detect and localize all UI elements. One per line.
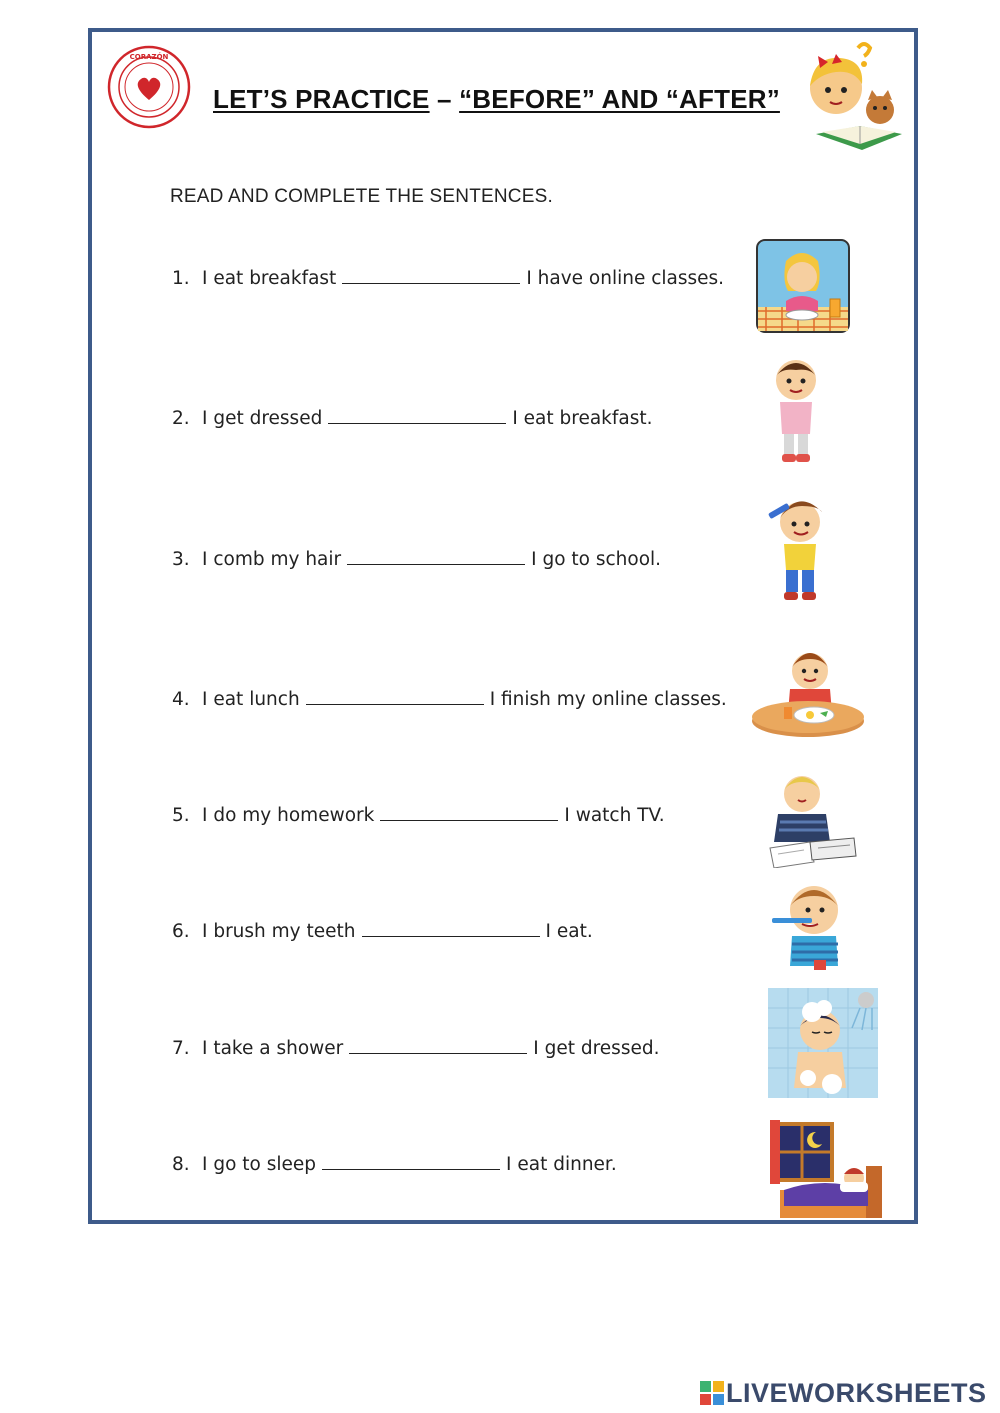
girl-reading-book-icon: [796, 38, 906, 164]
boy-showering-icon: [768, 988, 878, 1098]
answer-blank-5[interactable]: [380, 806, 558, 821]
answer-blank-6[interactable]: [362, 922, 540, 937]
sentence-6: [172, 921, 593, 942]
boy-doing-homework-icon: [764, 768, 860, 868]
girl-sleeping-icon: [770, 1120, 884, 1222]
title-part-2: “BEFORE” AND “AFTER”: [459, 84, 780, 114]
school-logo-icon: [107, 45, 191, 129]
answer-blank-1[interactable]: [342, 269, 520, 284]
sentence-second-part: I have online classes.: [526, 268, 725, 289]
sentence-number: 6.: [172, 921, 190, 942]
sentence-8: [172, 1154, 617, 1175]
sentence-first-part: I get dressed: [202, 408, 323, 429]
sentence-second-part: I finish my online classes.: [489, 689, 727, 710]
sentence-number: 7.: [172, 1038, 190, 1059]
title-separator: –: [429, 84, 460, 114]
answer-blank-7[interactable]: [349, 1039, 527, 1054]
instruction-text: READ AND COMPLETE THE SENTENCES.: [170, 186, 553, 207]
brand-text: LIVEWORKSHEETS: [726, 1377, 987, 1408]
sentence-number: 1.: [172, 268, 190, 289]
title-part-1: LET’S PRACTICE: [213, 84, 430, 114]
sentence-5: [172, 805, 665, 826]
liveworksheets-logo-icon: [700, 1381, 724, 1405]
sentence-number: 8.: [172, 1154, 190, 1175]
answer-blank-3[interactable]: [347, 550, 525, 565]
svg-text:CORAZÓN: CORAZÓN: [129, 53, 169, 61]
boy-combing-hair-icon: [764, 492, 832, 606]
sentence-3: [172, 549, 661, 570]
sentence-first-part: I eat breakfast: [202, 268, 337, 289]
sentence-second-part: I watch TV.: [564, 805, 665, 826]
girl-eating-breakfast-icon: [756, 239, 850, 333]
footer-brand: [700, 1378, 987, 1408]
sentence-7: [172, 1038, 659, 1059]
sentence-second-part: I eat dinner.: [506, 1154, 617, 1175]
sentence-number: 5.: [172, 805, 190, 826]
sentence-2: [172, 408, 653, 429]
sentence-second-part: I get dressed.: [533, 1038, 660, 1059]
boy-standing-icon: [764, 354, 828, 466]
sentence-1: [172, 268, 724, 289]
sentence-number: 3.: [172, 549, 190, 570]
sentence-number: 2.: [172, 408, 190, 429]
sentence-number: 4.: [172, 689, 190, 710]
sentence-first-part: I eat lunch: [202, 689, 300, 710]
sentence-second-part: I go to school.: [531, 549, 662, 570]
sentence-first-part: I go to sleep: [202, 1154, 317, 1175]
sentence-first-part: I comb my hair: [202, 549, 342, 570]
boy-brushing-teeth-icon: [768, 880, 852, 974]
answer-blank-2[interactable]: [328, 409, 506, 424]
sentence-4: [172, 689, 727, 710]
boy-eating-lunch-icon: [750, 645, 866, 745]
sentence-second-part: I eat breakfast.: [512, 408, 653, 429]
page-title: [213, 84, 813, 115]
sentence-first-part: I do my homework: [202, 805, 375, 826]
answer-blank-8[interactable]: [322, 1155, 500, 1170]
sentence-second-part: I eat.: [545, 921, 593, 942]
answer-blank-4[interactable]: [306, 690, 484, 705]
sentence-first-part: I take a shower: [202, 1038, 344, 1059]
sentence-first-part: I brush my teeth: [202, 921, 356, 942]
